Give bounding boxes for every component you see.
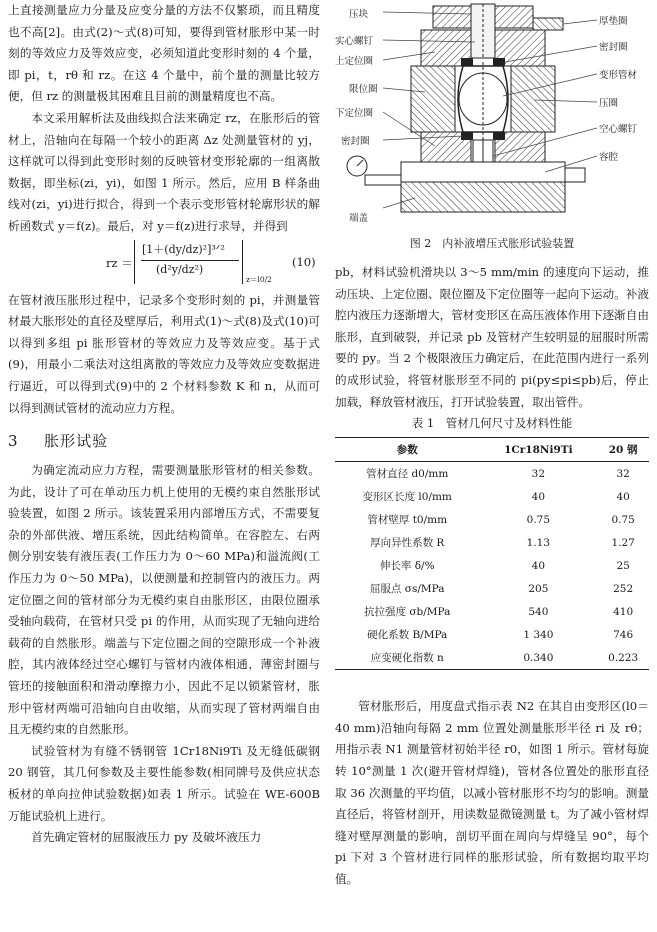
table-cell: 252 — [613, 582, 634, 595]
table-caption: 表 1 管材几何尺寸及材料性能 — [411, 416, 573, 431]
label-pressure-block: 压块 — [349, 9, 369, 20]
table-cell: 伸长率 δ/% — [379, 560, 435, 573]
table-cell: 40 — [531, 559, 546, 572]
table-cell: 25 — [616, 559, 630, 572]
paragraph-procedure: pb，材料试验机滑块以 3～5 mm/min 的速度向下运动，推动压块、上定位圈、限位圈及下定位圈等一起向下运动。补液腔内液压力逐渐增大，管材变形区在高压液体作用下逐渐自由胀形，直到破裂，并记录 pb 及管材产生较明显的屈服时所需要的 py。当 2 个极限液压力确定后，在此范围内进行一系列的成形试验，将管材胀形至不同的 pi(py≤pi≤pb)后，停止加载，释放管材液压，打开试验装置，取出管件。 — [335, 265, 649, 409]
paragraph-intro: 上直接测量应力分量及应变分量的方法不仅繁琐，而且精度也不高[2]。由式(2)～式(8)可知，要得到管材胀形中某一时刻的等效应力及等效应变，必须知道此变形时刻的 4 个量，即 pi，t，rθ 和 rz。在这 4 个量中，前个量的测量比较方便，但 rz 的测量极其困难且目前的测量精度也不高。 — [8, 3, 320, 104]
table-cell: 应变硬化指数 n — [370, 652, 444, 665]
label-thick-washer: 厚垫圈 — [599, 16, 628, 27]
table-row — [335, 485, 649, 508]
table-1 — [335, 437, 649, 670]
table-cell: 40 — [531, 490, 546, 503]
table-cell: 410 — [613, 605, 634, 618]
table-cell: 0.340 — [523, 651, 554, 664]
table-cell: 1.27 — [611, 536, 635, 549]
paragraph-material: 试验管材为有缝不锈钢管 1Cr18Ni9Ti 及无缝低碳钢 20 钢管，其几何参数及主要性能参数(相同牌号及供应状态板材的单向拉伸试验数据)如表 1 所示。试验在 WE-600B 万能试验机上进行。 — [8, 743, 320, 823]
label-chamber: 容腔 — [599, 152, 619, 163]
table-cell: 0.223 — [608, 651, 639, 664]
table-cell: 管材壁厚 t0/mm — [367, 514, 448, 527]
header-cell: 参数 — [396, 444, 418, 457]
section-title: 胀形试验 — [44, 432, 109, 451]
equation-numerator: [1＋(dy/dz)²]³ᐟ² — [142, 242, 225, 256]
header-cell: 1Cr18Ni9Ti — [504, 443, 573, 456]
table-row — [335, 508, 649, 531]
label-seal-ring-right: 密封圈 — [599, 42, 628, 53]
table-row — [335, 623, 649, 646]
label-hollow-bolt: 空心螺钉 — [599, 124, 638, 135]
table-header-row — [335, 438, 649, 462]
label-lower-locating-ring: 下定位圈 — [335, 108, 374, 119]
table-row — [335, 531, 649, 554]
left-column — [8, 0, 320, 849]
table-cell: 0.75 — [526, 513, 551, 526]
equation-lhs: rz ＝ — [106, 255, 133, 270]
figure-2 — [335, 0, 649, 236]
paragraph-setup: 为确定流动应力方程，需要测量胀形管材的相关参数。为此，设计了可在单动压力机上使用的无模约束自然胀形试验装置，如图 2 所示。该装置采用内部增压方式，不需要复杂的外部供液、增压系统，因此结构简单。在容腔左、右两侧分别安装有液压表(工作压力为 0～60 MPa)和溢流阀(工作压力为 0～50 MPa)，以便测量和控制管内的液压力。两定位圈之间的管材部分为无模约束自由胀形区，由限位圈承受轴向载荷，在管材只受 pi 的作用，从而实现了无轴向进给载荷的自然胀形。端盖与下定位圈之间的空隙形成一个补液腔，其内液体经过空心螺钉与管材内液体相通，薄密封圈与管坯的接触面积和滑动摩擦力小，因此不足以锁紧管材，胀形中管材两端可沿轴向自由收缩，从而实现了管材两端自由且无模约束的自然胀形。 — [8, 463, 320, 737]
paragraph-method: 本文采用解析法及曲线拟合法来确定 rz，在胀形后的管材上，沿轴向在每隔一个较小的距离 Δz 处测量管材的 yj，这样就可以得到此变形时刻的反映管材变形轮廓的一组离散数据，即坐标(zi，yi)，如图 1 所示。然后，应用 B 样条曲线对(zi，yi)进行拟合，得到一个表示变形管材轮廓形状的解析函数式 y＝f(z)。最后，对 y＝f(z)进行求导，并得到 — [8, 110, 320, 233]
table-row — [335, 554, 649, 577]
equation-subscript: z＝l0/2 — [246, 274, 272, 284]
table-cell: 0.75 — [611, 513, 635, 526]
table-row — [335, 462, 649, 486]
header-cell: 20 钢 — [608, 444, 638, 457]
section-number: 3 — [8, 432, 19, 451]
table-row — [335, 577, 649, 600]
table-cell: 变形区长度 l0/mm — [362, 491, 452, 504]
table-cell: 1.13 — [526, 536, 551, 549]
table-cell: 厚向异性系数 R — [370, 537, 445, 550]
table-cell: 40 — [616, 490, 630, 503]
paragraph-after-equation: 在管材液压胀形过程中，记录多个变形时刻的 pi，并测量管材最大胀形处的直径及壁厚后，利用式(1)～式(8)及式(10)可以得到多组 pi 胀形管材的等效应力及等效应变。基于式(9)，用最小二乘法对这组离散的等效应力及等效应变数据进行逼近，可以得到式(9)中的 2 个材料参数 K 和 n，从而可以得到测试管材的流动应力方程。 — [8, 292, 320, 415]
table-row — [335, 646, 649, 670]
equation-denominator: (d²y/dz²) — [156, 262, 204, 276]
section-heading — [8, 430, 320, 451]
table-cell: 205 — [528, 582, 549, 595]
label-end-cap: 端盖 — [349, 213, 369, 224]
table-cell: 32 — [531, 467, 546, 480]
table-cell: 管材直径 d0/mm — [366, 468, 449, 481]
equation-number: (10) — [292, 254, 316, 269]
table-cell: 抗拉强度 σb/MPa — [364, 606, 451, 619]
label-limit-ring: 限位圈 — [349, 84, 378, 95]
equation-10 — [8, 238, 320, 290]
table-cell: 746 — [613, 628, 634, 641]
table-cell: 32 — [616, 467, 630, 480]
table-cell: 540 — [528, 605, 549, 618]
table-cell: 屈服点 σs/MPa — [369, 583, 445, 596]
paragraph-measurement: 管材胀形后，用度盘式指示表 N2 在其自由变形区(l0＝40 mm)沿轴向每隔 2 mm 位置处测量胀形半径 ri 及 rθ；用指示表 N1 测量管材初始半径 r0，如图 1 所示。管材每旋转 10°测量 1 次(避开管材焊缝)，管材各位置处的胀形直径取 36 次测量的平均值，以减小管材胀形不均匀的影响。测量直径后，将管材剖开，用读数显微镜测量 t。为了减小管材焊缝对壁厚测量的影响，剖切平面在周向与焊缝呈 90°，每个 pi 下对 3 个管材进行同样的胀形试验，所有数据均取平均值。 — [335, 699, 649, 886]
label-upper-locating-ring: 上定位圈 — [335, 56, 374, 67]
table-cell: 硬化系数 B/MPa — [367, 629, 448, 642]
label-solid-bolt: 实心螺钉 — [335, 36, 374, 47]
right-column — [335, 0, 649, 891]
label-seal-ring-left: 密封圈 — [341, 136, 370, 147]
label-press-ring: 压圈 — [599, 98, 619, 109]
table-cell: 1 340 — [523, 628, 554, 641]
label-deforming-tube: 变形管材 — [599, 70, 638, 81]
apparatus-diagram — [335, 0, 649, 236]
table-row — [335, 600, 649, 623]
paragraph-start: 首先确定管材的屈服液压力 py 及破坏液压力 — [31, 830, 262, 845]
figure-caption: 图 2 内补液增压式胀形试验装置 — [409, 237, 575, 250]
